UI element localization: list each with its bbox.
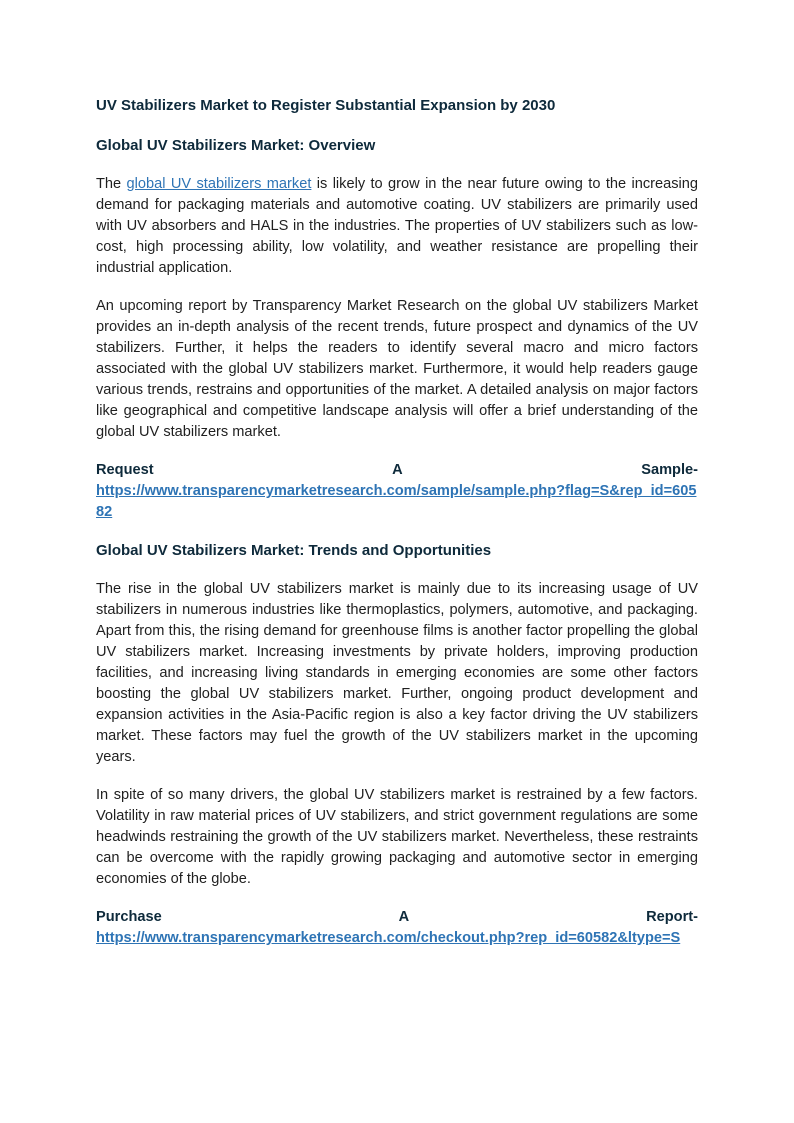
purchase-report-label: [96, 907, 698, 928]
request-sample-block: [96, 460, 698, 523]
overview-paragraph-1: [96, 174, 698, 279]
purchase-report-link[interactable]: https://www.transparencymarketresearch.com/checkout.php?rep_id=60582&ltype=S: [96, 930, 681, 946]
request-sample-label: [96, 460, 698, 481]
overview-heading: Global UV Stabilizers Market: Overview: [96, 137, 376, 154]
document-title: UV Stabilizers Market to Register Substantial Expansion by 2030: [96, 97, 556, 114]
sample-word: Sample-: [641, 462, 698, 478]
request-sample-link[interactable]: https://www.transparencymarketresearch.com/sample/sample.php?flag=S&rep_id=60582: [96, 483, 697, 520]
report-word: Report-: [646, 909, 698, 925]
request-word: Request: [96, 462, 154, 478]
overview-paragraph-2: An upcoming report by Transparency Market Research on the global UV stabilizers Market provides an in-depth analysis of the recent trends, future prospect and dynamics of the UV stabilizers. Further, it helps the readers to identify several macro and micro factors associated with the global UV stabilizers market. Furthermore, it would help readers gauge various trends, restrains and opportunities of the market. A detailed analysis on major factors like geographical and competitive landscape analysis will offer a brief understanding of the global UV stabilizers market.: [96, 298, 698, 440]
overview-p1-suffix: is likely to grow in the near future owing to the increasing demand for packaging materials and automotive coating. UV stabilizers are primarily used with UV absorbers and HALS in the industries. The properties of UV stabilizers such as low-cost, high processing ability, low volatility, and weather resistance are propelling their industrial application.: [96, 176, 699, 276]
global-uv-stabilizers-market-link[interactable]: global UV stabilizers market: [126, 176, 312, 192]
document-page: [96, 96, 698, 967]
purchase-report-block: [96, 907, 698, 949]
a-word: A: [398, 909, 410, 925]
trends-paragraph-1: The rise in the global UV stabilizers market is mainly due to its increasing usage of UV stabilizers in numerous industries like thermoplastics, polymers, automotive, and packaging. Apart from this, the rising demand for greenhouse films is another factor propelling the global UV stabilizers market. Increasing investments by private holders, improving production facilities, and increasing living standards in emerging economies are some other factors boosting the global UV stabilizers market. Further, ongoing product development and expansion activities in the Asia-Pacific region is also a key factor driving the UV stabilizers market. These factors may fuel the growth of the UV stabilizers market in the upcoming years.: [96, 581, 698, 765]
trends-heading: Global UV Stabilizers Market: Trends and Opportunities: [96, 542, 492, 559]
trends-paragraph-2: In spite of so many drivers, the global UV stabilizers market is restrained by a few factors. Volatility in raw material prices of UV stabilizers, and strict government regulations are some headwinds restraining the growth of the UV stabilizers market. Nevertheless, these restraints can be overcome with the rapidly growing packaging and automotive sector in emerging economies of the globe.: [96, 787, 698, 887]
a-word: A: [392, 462, 403, 478]
overview-p1-prefix: The: [96, 176, 127, 192]
purchase-word: Purchase: [96, 909, 162, 925]
